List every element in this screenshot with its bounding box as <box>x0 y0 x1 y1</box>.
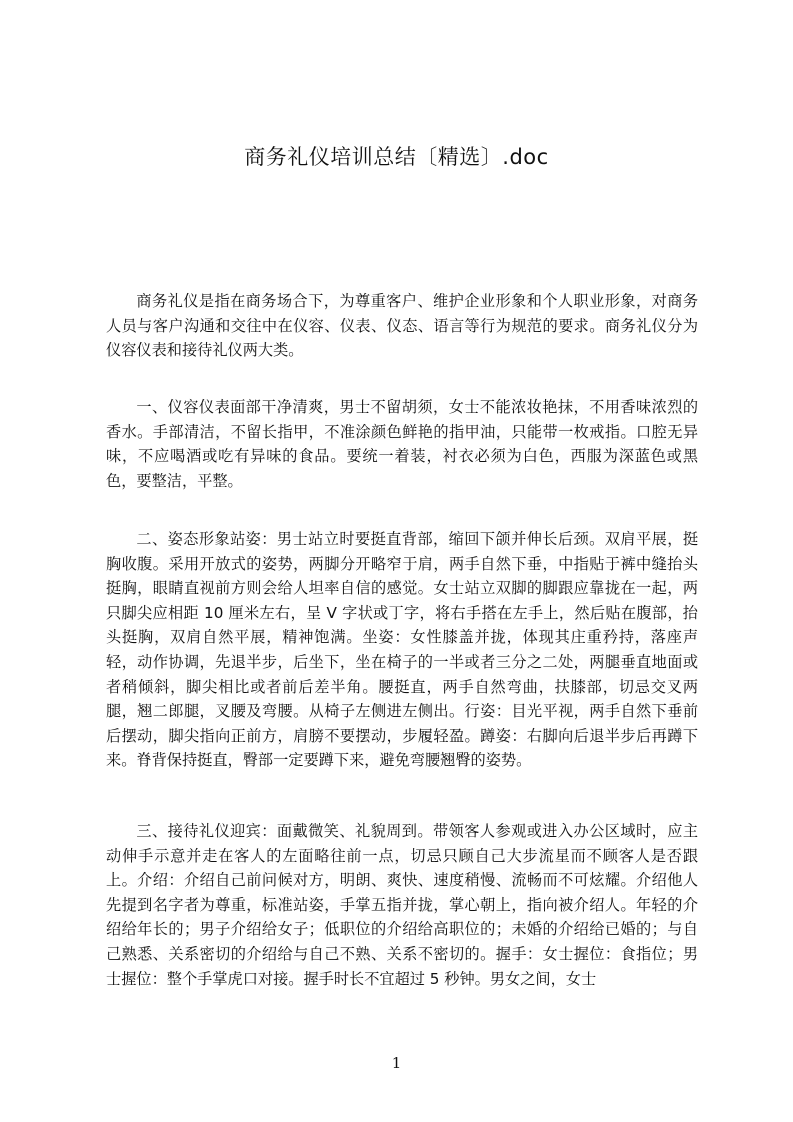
document-title: 商务礼仪培训总结〔精选〕.doc <box>244 145 549 169</box>
paragraph-intro: 商务礼仪是指在商务场合下，为尊重客户、维护企业形象和个人职业形象，对商务人员与客户沟通和交往中在仪容、仪表、仪态、语言等行为规范的要求。商务礼仪分为仪容仪表和接待礼仪两大类。 <box>106 292 698 360</box>
paragraph-appearance: 一、仪容仪表面部干净清爽，男士不留胡须，女士不能浓妆艳抹，不用香味浓烈的香水。手部清洁，不留长指甲，不准涂颜色鲜艳的指甲油，只能带一枚戒指。口腔无异味，不应喝酒或吃有异味的食品。要统一着装，衬衣必须为白色，西服为深蓝色或黑色，要整洁，平整。 <box>106 398 698 490</box>
paragraph-posture: 二、姿态形象站姿：男士站立时要挺直背部，缩回下颌并伸长后颈。双肩平展，挺胸收腹。采用开放式的姿势，两脚分开略窄于肩，两手自然下垂，中指贴于裤中缝抬头挺胸，眼睛直视前方则会给人坦率自信的感觉。女士站立双脚的脚跟应靠拢在一起，两只脚尖应相距 10 厘米左右，呈 V 字状或丁字，将右手搭在左手上，然后贴在腹部，抬头挺胸，双肩自然平展，精神饱满。坐姿：女性膝盖并拢，体现其庄重矜持，落座声轻，动作协调，先退半步，后坐下，坐在椅子的一半或者三分之二处，两腿垂直地面或者稍倾斜，脚尖相比或者前后差半角。腰挺直，两手自然弯曲，扶膝部，切忌交叉两腿，翘二郎腿，叉腰及弯腰。从椅子左侧进左侧出。行姿：目光平视，两手自然下垂前后摆动，脚尖指向正前方，肩膀不要摆动，步履轻盈。蹲姿：右脚向后退半步后再蹲下来。脊背保持挺直，臀部一定要蹲下来，避免弯腰翘臀的姿势。 <box>106 530 698 770</box>
page-number: 1 <box>391 1054 402 1072</box>
paragraph-reception: 三、接待礼仪迎宾：面戴微笑、礼貌周到。带领客人参观或进入办公区域时，应主动伸手示意并走在客人的左面略往前一点，切忌只顾自己大步流星而不顾客人是否跟上。介绍：介绍自己前问候对方，明朗、爽快、速度稍慢、流畅而不可炫耀。介绍他人先提到名字者为尊重，标准站姿，手掌五指并拢，掌心朝上，指向被介绍人。年轻的介绍给年长的；男子介绍给女子；低职位的介绍给高职位的；未婚的介绍给已婚的；与自己熟悉、关系密切的介绍给与自己不熟、关系不密切的。握手：女士握位：食指位；男士握位：整个手掌虎口对接。握手时长不宜超过 5 秒钟。男女之间，女士 <box>106 822 698 988</box>
